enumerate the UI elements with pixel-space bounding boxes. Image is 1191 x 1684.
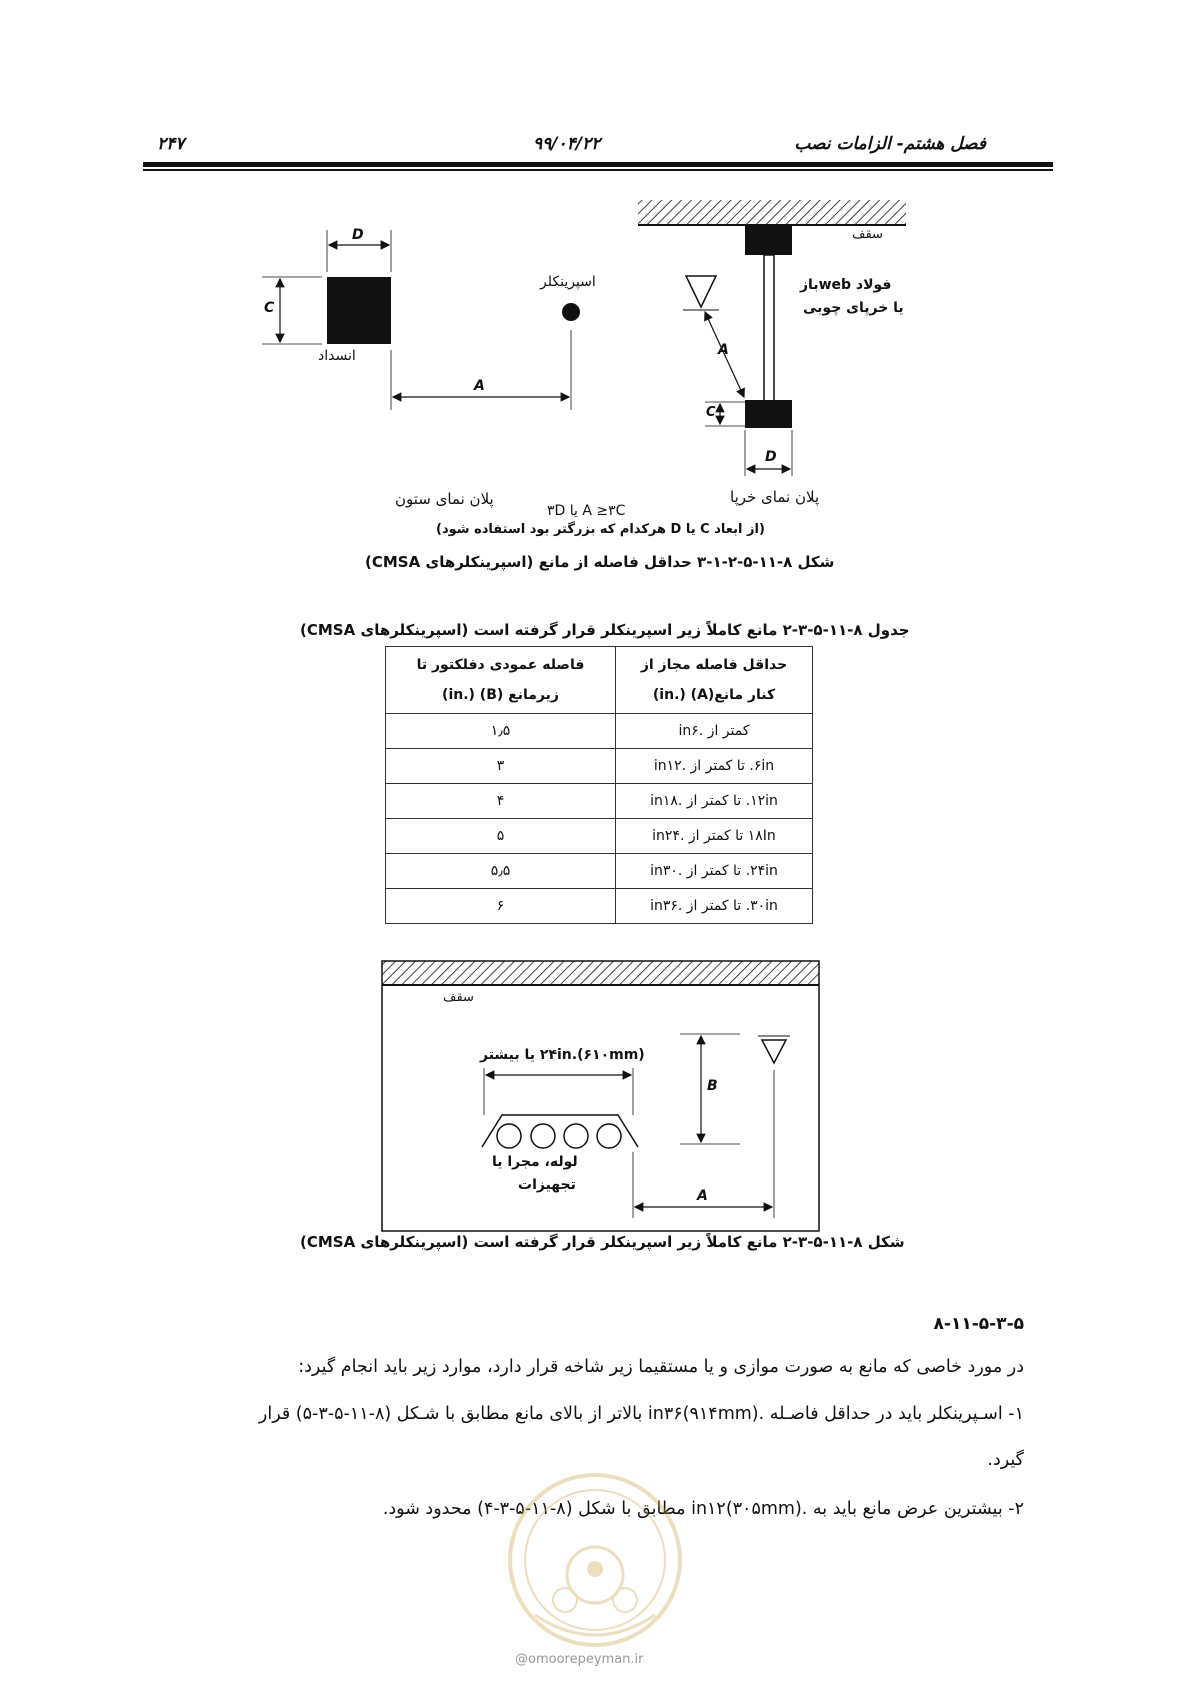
fig2-width-label: ۲۴in.(۶۱۰mm) یا بیشتر xyxy=(480,1047,645,1063)
fig1-plan-column: پلان نمای ستون xyxy=(395,490,494,508)
fig1-sprinkler-deflector xyxy=(686,276,716,307)
fig1-truss-web xyxy=(764,255,774,401)
fig2-ceiling-label: سقف xyxy=(443,990,474,1005)
fig1-ceiling xyxy=(638,200,906,225)
header-date: ۹۹/۰۴/۲۲ xyxy=(533,134,601,154)
cell-B: ۶ xyxy=(386,889,616,924)
table-row xyxy=(386,749,813,784)
fig2-pipe-label-line1: لوله، مجرا یا xyxy=(492,1154,578,1170)
cell-A: ۳۰in. تا کمتر از .in۳۶ xyxy=(616,889,813,924)
fig2-ceiling xyxy=(382,961,819,985)
table-row xyxy=(386,784,813,819)
fig1-rule-line2: (از ابعاد C یا D هرکدام که بزرگتر بود استفاده شود) xyxy=(436,522,765,537)
cell-B: ۵٫۵ xyxy=(386,854,616,889)
chapter-title: فصل هشتم- الزامات نصب xyxy=(794,134,986,154)
fig1-label-D-truss: D xyxy=(765,449,777,465)
fig1-truss-label-line1: فولاد webباز xyxy=(800,277,892,293)
fig1-rule-line1: A ≥۳C یا ۳D xyxy=(547,503,626,519)
table-title: جدول ۸-۱۱-۵-۳-۲ مانع کاملاً زیر اسپرینکلر قرار گرفته است (اسپرینکلرهای CMSA) xyxy=(300,621,910,639)
fig2-label-B: B xyxy=(707,1078,718,1094)
cell-A: ۱۸In تا کمتر از .in۲۴ xyxy=(616,819,813,854)
fig1-label-C-column: C xyxy=(264,300,275,316)
table-header-row xyxy=(386,647,813,714)
fig1-obstruction-label: انسداد xyxy=(318,348,356,364)
watermark-seal-icon xyxy=(505,1465,685,1655)
page-number: ۲۴۷ xyxy=(157,134,185,154)
fig2-sprinkler-deflector xyxy=(762,1040,786,1063)
section-number: ۸-۱۱-۵-۳-۵ xyxy=(933,1314,1024,1334)
fig2-pipe-label-line2: تجهیزات xyxy=(518,1177,576,1193)
table-row xyxy=(386,819,813,854)
cell-B: ۳ xyxy=(386,749,616,784)
watermark-url: @omoorepeyman.ir xyxy=(515,1652,644,1667)
cell-B: ۵ xyxy=(386,819,616,854)
fig2-label-A: A xyxy=(697,1188,708,1204)
table-header-A: حداقل فاصله مجاز از کنار مانع(A) (.in) xyxy=(616,647,813,714)
clearance-table xyxy=(385,646,813,924)
fig1-label-A-truss: A xyxy=(718,342,729,358)
fig1-truss-top-chord xyxy=(745,226,792,255)
cell-B: ۴ xyxy=(386,784,616,819)
fig2-pipe-tray xyxy=(482,1115,638,1147)
fig1-label-C-truss: C xyxy=(706,405,716,420)
fig1-truss-label-line2: یا خرپای چوبی xyxy=(803,300,904,316)
cell-B: ۱٫۵ xyxy=(386,714,616,749)
cell-A: ۶in. تا کمتر از .in۱۲ xyxy=(616,749,813,784)
fig1-label-A-column: A xyxy=(474,378,485,394)
fig1-label-D-column: D xyxy=(352,227,364,243)
table-row xyxy=(386,714,813,749)
table-row xyxy=(386,854,813,889)
fig1-column-obstruction xyxy=(327,277,391,344)
fig1-ceiling-label: سقف xyxy=(852,227,883,242)
cell-A: ۱۲in. تا کمتر از .in۱۸ xyxy=(616,784,813,819)
cell-A: کمتر از .in۶ xyxy=(616,714,813,749)
table-row xyxy=(386,889,813,924)
fig1-truss-bottom-chord xyxy=(745,400,792,428)
list-item-1: ۱- اسـپرینکلر باید در حداقل فاصـله .in۳۶(۹۱۴mm) بالاتر از بالای مانع مطابق با شـکل (۸-۱۱-۵-۳-۵) قرار xyxy=(258,1404,1024,1424)
paragraph-intro: در مورد خاصی که مانع به صورت موازی و یا مستقیما زیر شاخه قرار دارد، موارد زیر باید انجام گیرد: xyxy=(298,1357,1024,1377)
fig1-plan-truss: پلان نمای خرپا xyxy=(730,488,820,506)
cell-A: ۲۴in. تا کمتر از .in۳۰ xyxy=(616,854,813,889)
table-header-B: فاصله عمودی دفلکتور تا زیرمانع (B) (.in) xyxy=(386,647,616,714)
fig1-sprinkler-label: اسپرینکلر xyxy=(540,274,596,290)
fig1-sprinkler-dot xyxy=(562,303,580,321)
list-item-2: ۲- بیشترین عرض مانع باید به .in۱۲(۳۰۵mm) مطابق با شکل (۸-۱۱-۵-۳-۴) محدود شود. xyxy=(382,1499,1024,1519)
figure1-caption: شکل ۸-۱۱-۵-۲-۱-۳ حداقل فاصله از مانع (اسپرینکلرهای CMSA) xyxy=(365,553,835,571)
list-item-1-continued: گیرد. xyxy=(987,1450,1024,1470)
figure2-caption: شکل ۸-۱۱-۵-۳-۲ مانع کاملاً زیر اسپرینکلر قرار گرفته است (اسپرینکلرهای CMSA) xyxy=(300,1233,905,1251)
